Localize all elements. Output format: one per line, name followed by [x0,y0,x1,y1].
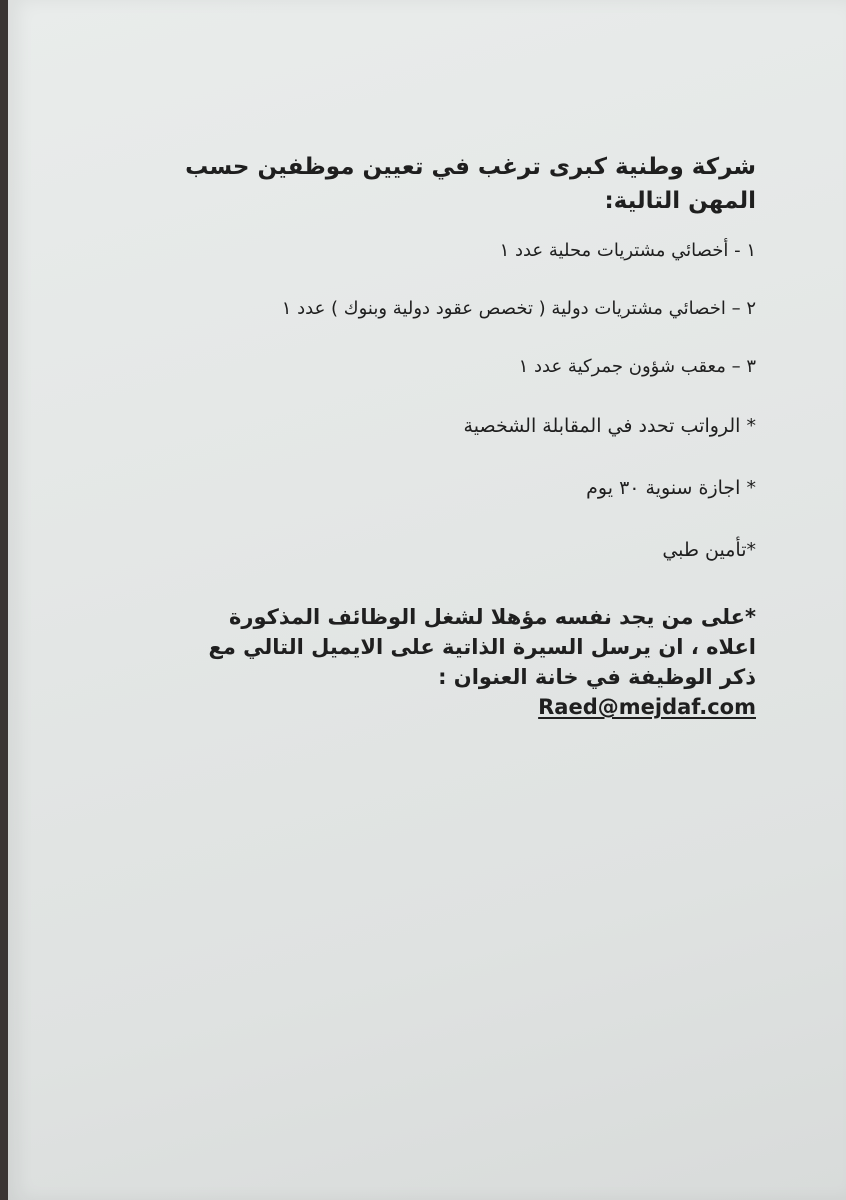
heading-line-1: شركة وطنية كبرى ترغب في تعيين موظفين حسب [185,154,756,180]
benefits-list [158,412,756,564]
position-item: ٢ – اخصائي مشتريات دولية ( تخصص عقود دولية وبنوك ) عدد ١ [281,298,756,319]
benefit-item: * الرواتب تحدد في المقابلة الشخصية [463,415,756,437]
benefit-item: *تأمين طبي [662,539,756,561]
paper-sheet [8,0,846,1200]
announcement-heading [158,150,756,218]
benefit-item: * اجازة سنوية ٣٠ يوم [586,477,756,499]
application-line-3: ذكر الوظيفة في خانة العنوان : [438,665,756,689]
position-item: ١ - أخصائي مشتريات محلية عدد ١ [499,240,756,261]
application-line-2: اعلاه ، ان يرسل السيرة الذاتية على الايميل التالي مع [208,635,756,659]
job-announcement [158,150,756,722]
position-item: ٣ – معقب شؤون جمركية عدد ١ [518,356,756,377]
application-instructions [158,602,756,722]
email-link[interactable]: Raed@mejdaf.com [538,695,756,719]
heading-line-2: المهن التالية: [604,188,756,214]
positions-list [158,238,756,380]
application-line-1: *على من يجد نفسه مؤهلا لشغل الوظائف المذكورة [229,605,756,629]
